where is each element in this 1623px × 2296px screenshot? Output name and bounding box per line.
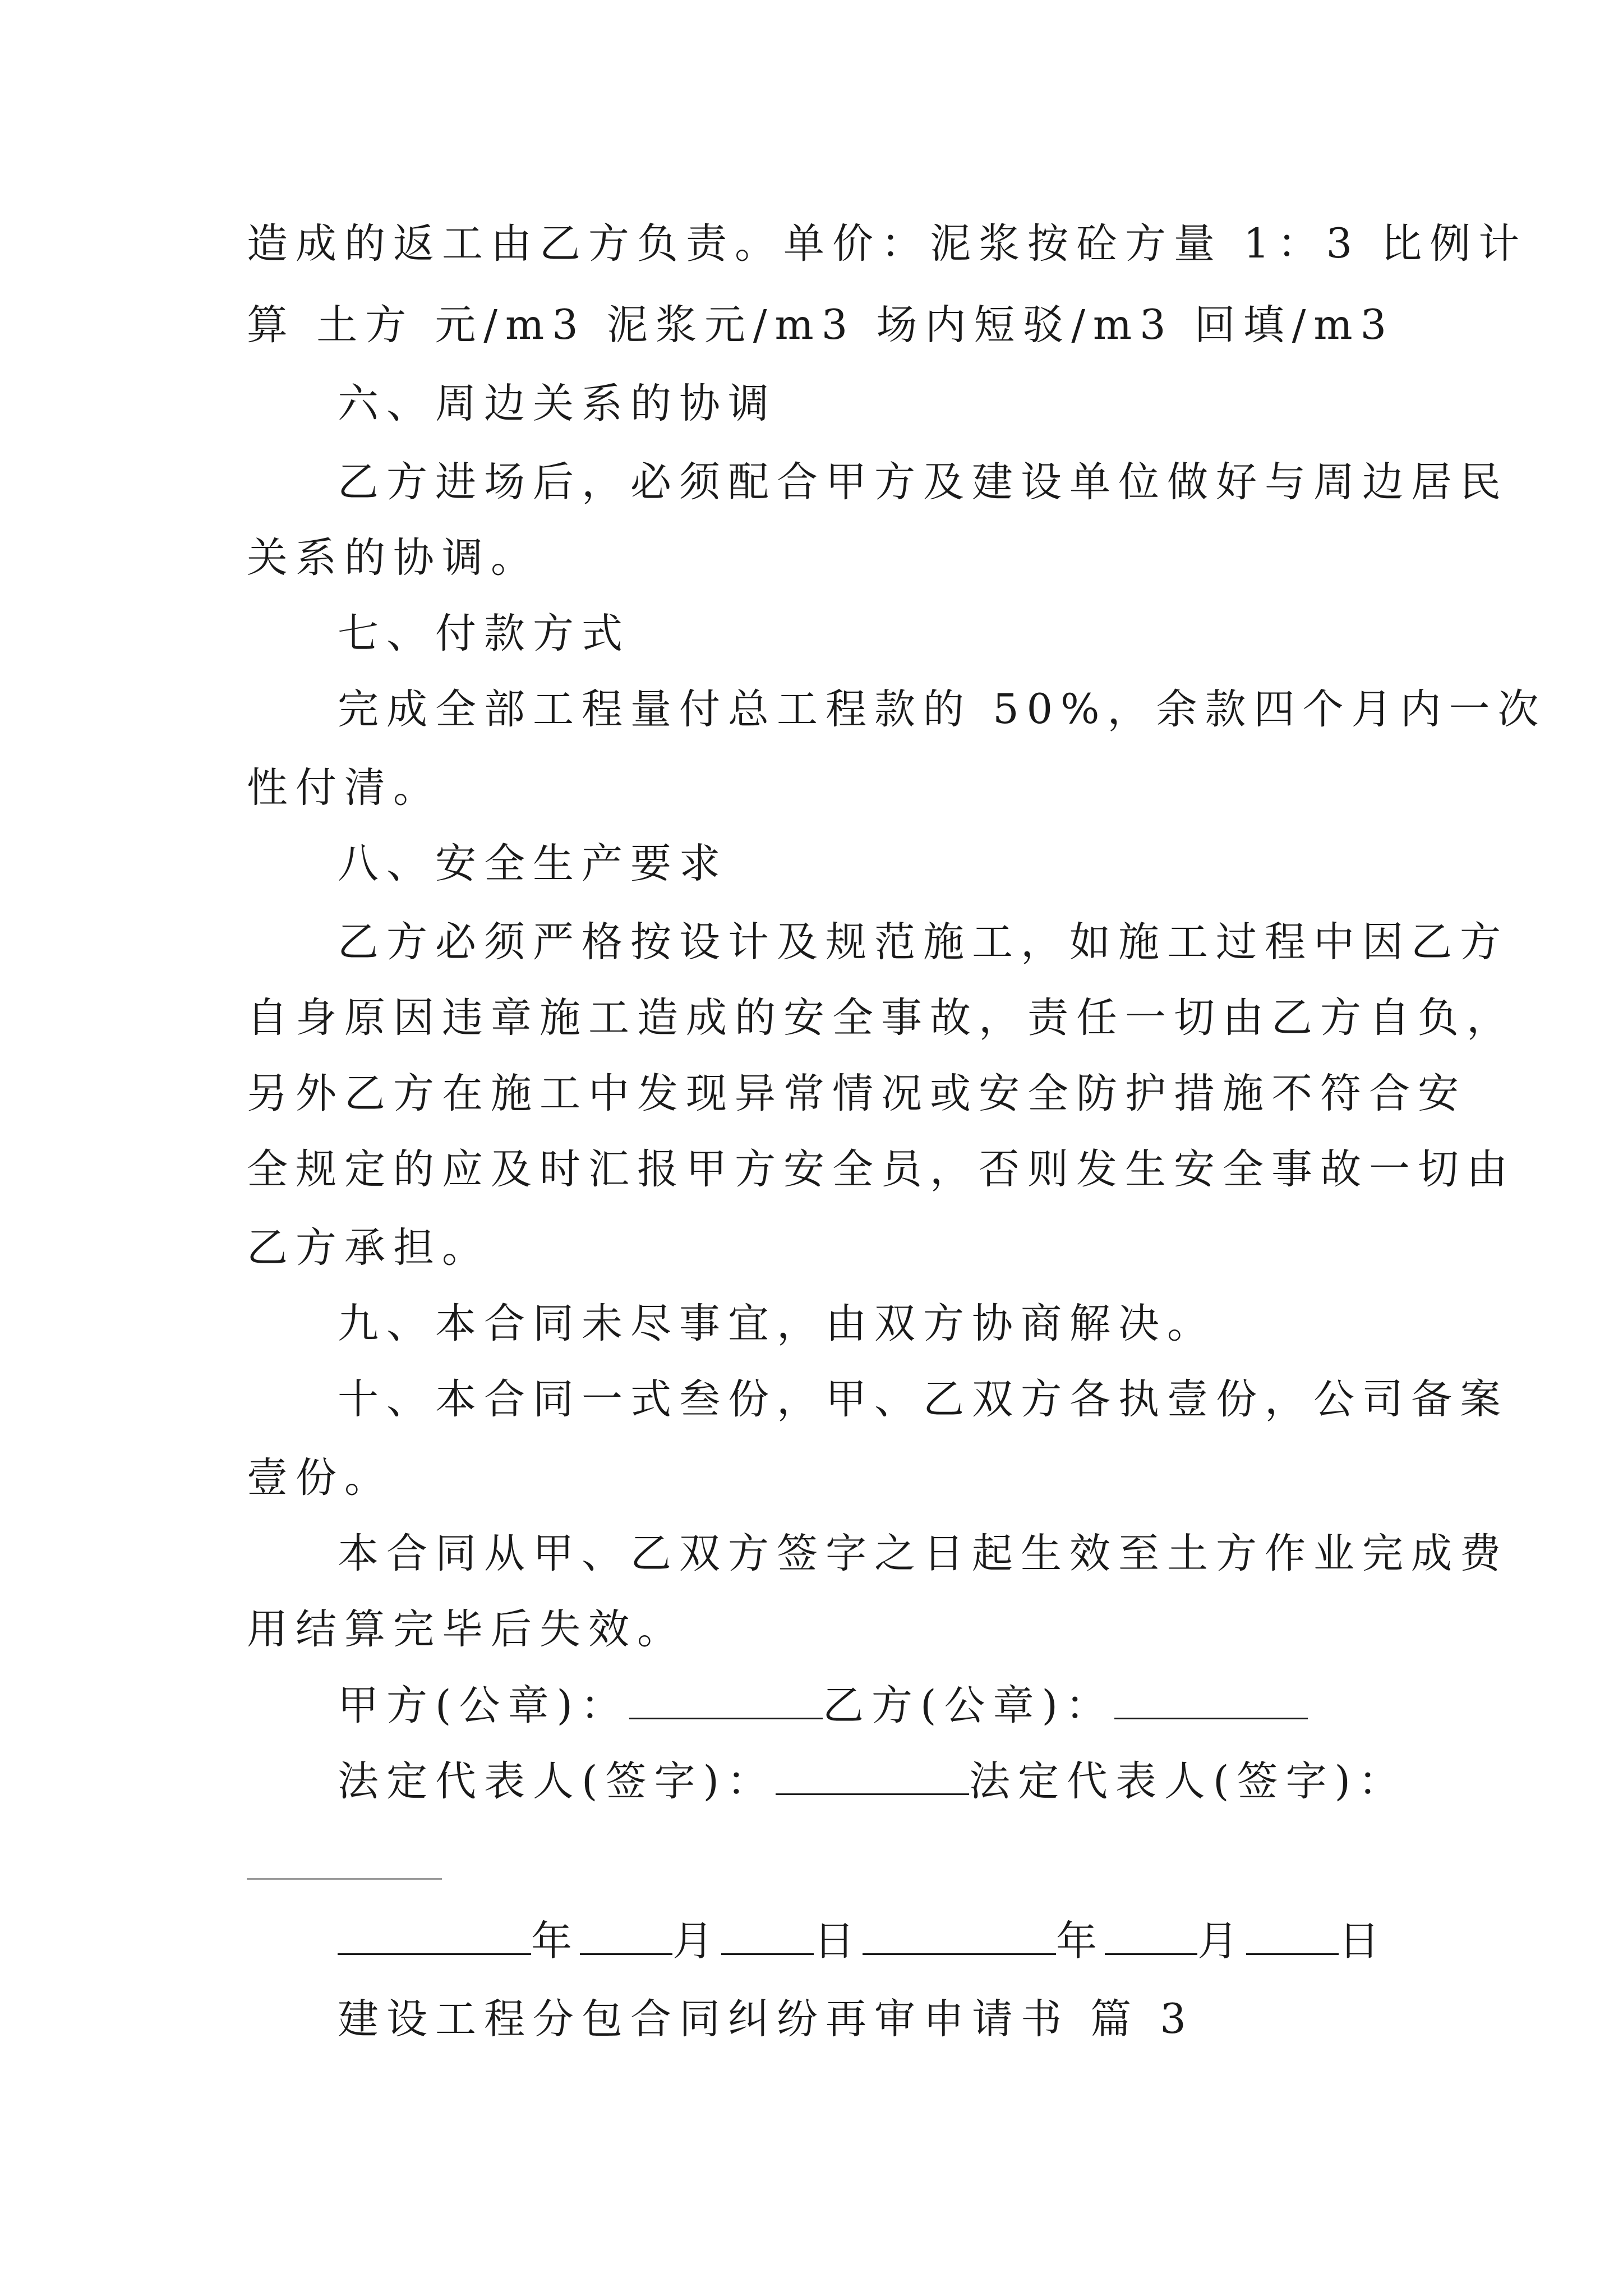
party-b-seal-label: 乙方(公章)： [822, 1682, 1114, 1729]
section-heading: 六、周边关系的协调 [338, 380, 777, 427]
party-a-seal-label: 甲方(公章)： [338, 1682, 629, 1729]
representative-row [338, 1753, 1487, 1810]
paragraph-line: 十、本合同一式叁份，甲、乙双方各执壹份，公司备案 [338, 1375, 1509, 1423]
paragraph-line: 乙方进场后，必须配合甲方及建设单位做好与周边居民 [338, 458, 1509, 506]
party-a-year-label: 年 [531, 1917, 580, 1965]
paragraph-line: 另外乙方在施工中发现异常情况或安全防护措施不符合安 [247, 1070, 1467, 1117]
section-heading: 八、安全生产要求 [338, 840, 728, 887]
party-a-month-label: 月 [672, 1917, 721, 1965]
party-a-day-label: 日 [814, 1917, 863, 1965]
paragraph-line: 性付清。 [247, 764, 442, 812]
seal-row [338, 1677, 1487, 1734]
paragraph-line: 自身原因违章施工造成的安全事故，责任一切由乙方自负， [247, 994, 1515, 1042]
party-a-day-blank [721, 1913, 814, 1955]
party-b-seal-blank [1114, 1677, 1308, 1719]
party-b-day-label: 日 [1339, 1917, 1387, 1965]
party-b-month-blank [1105, 1913, 1197, 1955]
paragraph-line: 本合同从甲、乙双方签字之日起生效至土方作业完成费 [338, 1530, 1509, 1577]
party-a-month-blank [580, 1913, 672, 1955]
party-a-rep-blank [776, 1753, 969, 1795]
party-b-day-blank [1246, 1913, 1339, 1955]
paragraph-line: 全规定的应及时汇报甲方安全员，否则发生安全事故一切由 [247, 1145, 1515, 1193]
paragraph-line: 用结算完毕后失效。 [247, 1605, 686, 1653]
paragraph-line: 乙方承担。 [247, 1224, 491, 1272]
party-b-rep-blank [247, 1878, 442, 1880]
paragraph-line: 完成全部工程量付总工程款的 50%，余款四个月内一次 [338, 685, 1547, 733]
party-b-year-label: 年 [1056, 1917, 1105, 1965]
paragraph-line: 壹份。 [247, 1454, 393, 1502]
paragraph-line: 关系的协调。 [247, 534, 540, 582]
party-b-year-blank [863, 1913, 1056, 1955]
paragraph-line: 造成的返工由乙方负责。单价：泥浆按砼方量 1：3 比例计 [247, 220, 1528, 268]
party-b-month-label: 月 [1197, 1917, 1246, 1965]
next-section-title: 建设工程分包合同纠纷再审申请书 篇 3 [338, 1995, 1194, 2043]
paragraph-line: 乙方必须严格按设计及规范施工，如施工过程中因乙方 [338, 918, 1509, 966]
section-heading: 七、付款方式 [338, 610, 630, 657]
party-a-seal-blank [629, 1677, 823, 1719]
paragraph-line: 九、本合同未尽事宜，由双方协商解决。 [338, 1300, 1216, 1347]
party-a-year-blank [338, 1913, 531, 1955]
paragraph-line: 算 土方 元/m3 泥浆元/m3 场内短驳/m3 回填/m3 [247, 301, 1395, 349]
party-a-rep-label: 法定代表人(签字)： [338, 1757, 776, 1805]
date-row [338, 1913, 1487, 1970]
party-b-rep-label: 法定代表人(签字)： [969, 1757, 1407, 1805]
